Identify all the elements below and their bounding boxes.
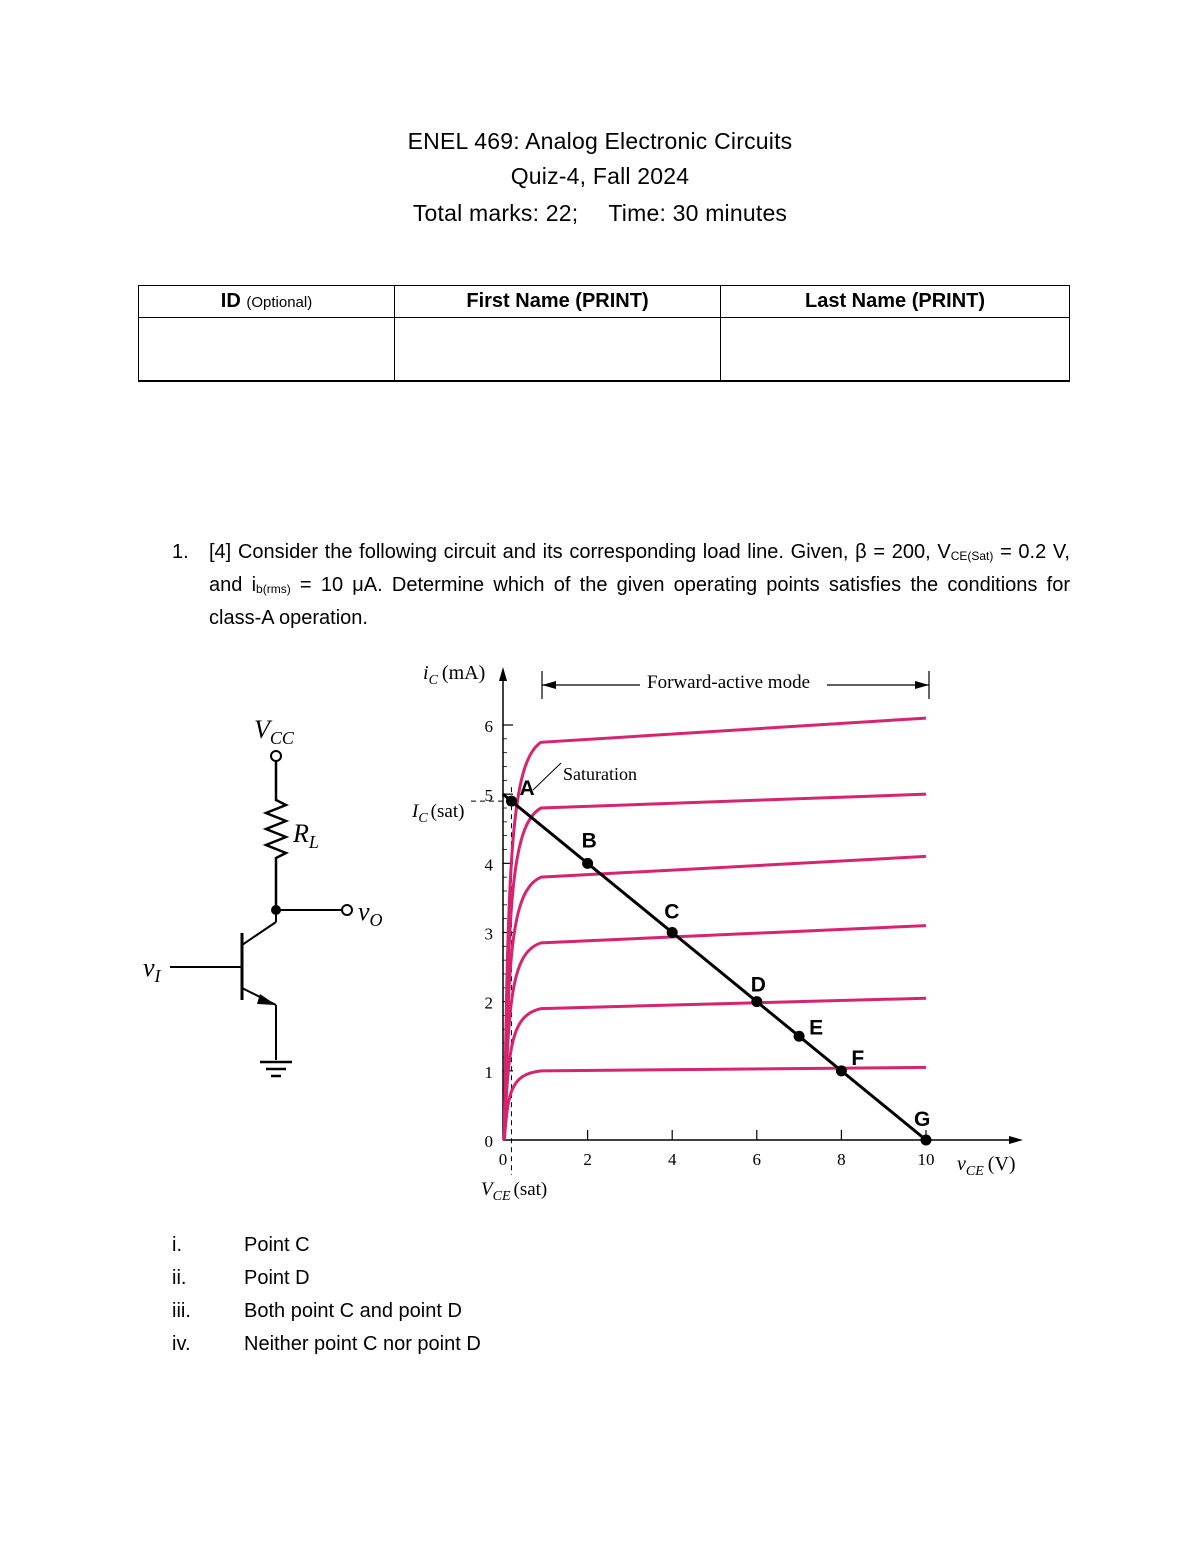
option-3-text: Both point C and point D (244, 1300, 462, 1322)
student-info-table (138, 285, 1070, 382)
forward-active-label: Forward-active mode (647, 672, 811, 693)
point-c-marker (667, 927, 678, 938)
point-a-marker (506, 796, 517, 807)
x-tick-label: 6 (752, 1150, 762, 1169)
id-optional-note: (Optional) (246, 294, 313, 311)
ic-curve-1 (504, 1067, 926, 1140)
ic-curve-3 (504, 926, 926, 1140)
ic-curve-4 (504, 856, 926, 1140)
vcc-terminal (271, 751, 281, 761)
rl-label: $R_L$ (293, 819, 319, 852)
point-b-marker (582, 858, 593, 869)
y-tick-label: 6 (484, 717, 493, 736)
last-name-header: Last Name (PRINT) (721, 286, 1070, 318)
bracket-arrow-left (542, 681, 556, 689)
question-1 (172, 536, 1070, 635)
x-tick-label: 10 (917, 1150, 935, 1169)
ic-sat-label: $I_C$ (sat) (412, 801, 465, 826)
id-header: ID (Optional) (139, 286, 395, 318)
point-d-label: D (750, 973, 766, 997)
y-axis-label: $i_C$ (mA) (423, 662, 486, 688)
point-e-label: E (809, 1016, 824, 1040)
question-number: 1. (172, 541, 189, 563)
load-line-segment (503, 794, 926, 1140)
question-text: [4] Consider the following circuit and its corresponding load line. Given, β = 200, $V_{CE(Sat)} = 0.2$ V, and $i_{b(rms)} = 10$ μA. Determine which of the given operating points satisfies the conditions for class-A operation. (209, 541, 1070, 629)
y-tick-label: 1 (484, 1062, 493, 1082)
last-name-cell[interactable] (721, 318, 1070, 382)
y-tick-label: 2 (484, 993, 493, 1013)
point-c-label: C (664, 900, 680, 924)
option-2-text: Point D (244, 1267, 310, 1289)
x-axis-arrow (1009, 1136, 1023, 1144)
y-axis-arrow (499, 667, 507, 681)
load-line-chart (395, 655, 1045, 1215)
emitter-arrow (257, 994, 276, 1005)
vo-terminal (342, 905, 352, 915)
vi-label: $v_I$ (143, 953, 161, 986)
course-title: ENEL 469: Analog Electronic Circuits (407, 128, 793, 154)
y-tick-label: 5 (484, 786, 493, 806)
option-1-numeral: i. (172, 1234, 182, 1256)
total-marks: Total marks: 22; (412, 200, 579, 226)
point-e-marker (794, 1031, 805, 1042)
point-f-label: F (851, 1046, 865, 1070)
x-tick-label: 8 (837, 1150, 846, 1169)
y-tick-label: 0 (484, 1132, 493, 1151)
vo-label: $v_O$ (358, 897, 383, 930)
point-d-marker (751, 996, 762, 1007)
option-3-numeral: iii. (172, 1300, 191, 1322)
x-tick-label: 2 (583, 1150, 592, 1169)
point-a-label: A (519, 777, 535, 801)
collector-lead (242, 922, 276, 945)
time-limit: Time: 30 minutes (608, 200, 788, 226)
resistor-rl (266, 761, 286, 910)
question-marks: [4] (209, 541, 232, 563)
y-tick-label: 4 (484, 855, 493, 875)
saturation-label: Saturation (563, 764, 637, 784)
point-g-marker (921, 1135, 932, 1146)
quiz-title: Quiz-4, Fall 2024 (510, 163, 690, 189)
marks-time-line (0, 200, 1200, 227)
vce-sat-label: $V_{CE}$ (sat) (481, 1179, 548, 1204)
id-cell[interactable] (139, 318, 395, 382)
first-name-cell[interactable] (395, 318, 721, 382)
option-4-numeral: iv. (172, 1333, 191, 1355)
point-b-label: B (581, 829, 597, 853)
option-1-text: Point C (244, 1234, 310, 1256)
point-g-label: G (914, 1108, 931, 1131)
point-f-marker (836, 1065, 847, 1076)
x-tick-label: 0 (498, 1150, 508, 1169)
bjt-circuit-diagram (130, 700, 420, 1100)
saturation-leader (533, 763, 561, 790)
bracket-arrow-right (915, 681, 929, 689)
y-tick-label: 3 (484, 924, 493, 944)
load-line (503, 794, 926, 1140)
chart-axes (471, 667, 1023, 1175)
first-name-header: First Name (PRINT) (395, 286, 721, 318)
option-4-text: Neither point C nor point D (244, 1333, 481, 1355)
x-axis-label: $v_{CE}$ (V) (957, 1153, 1016, 1179)
option-2-numeral: ii. (172, 1267, 187, 1289)
vcc-label: $V_{CC}$ (254, 715, 294, 748)
operating-points (506, 777, 932, 1145)
x-tick-label: 4 (667, 1150, 677, 1169)
